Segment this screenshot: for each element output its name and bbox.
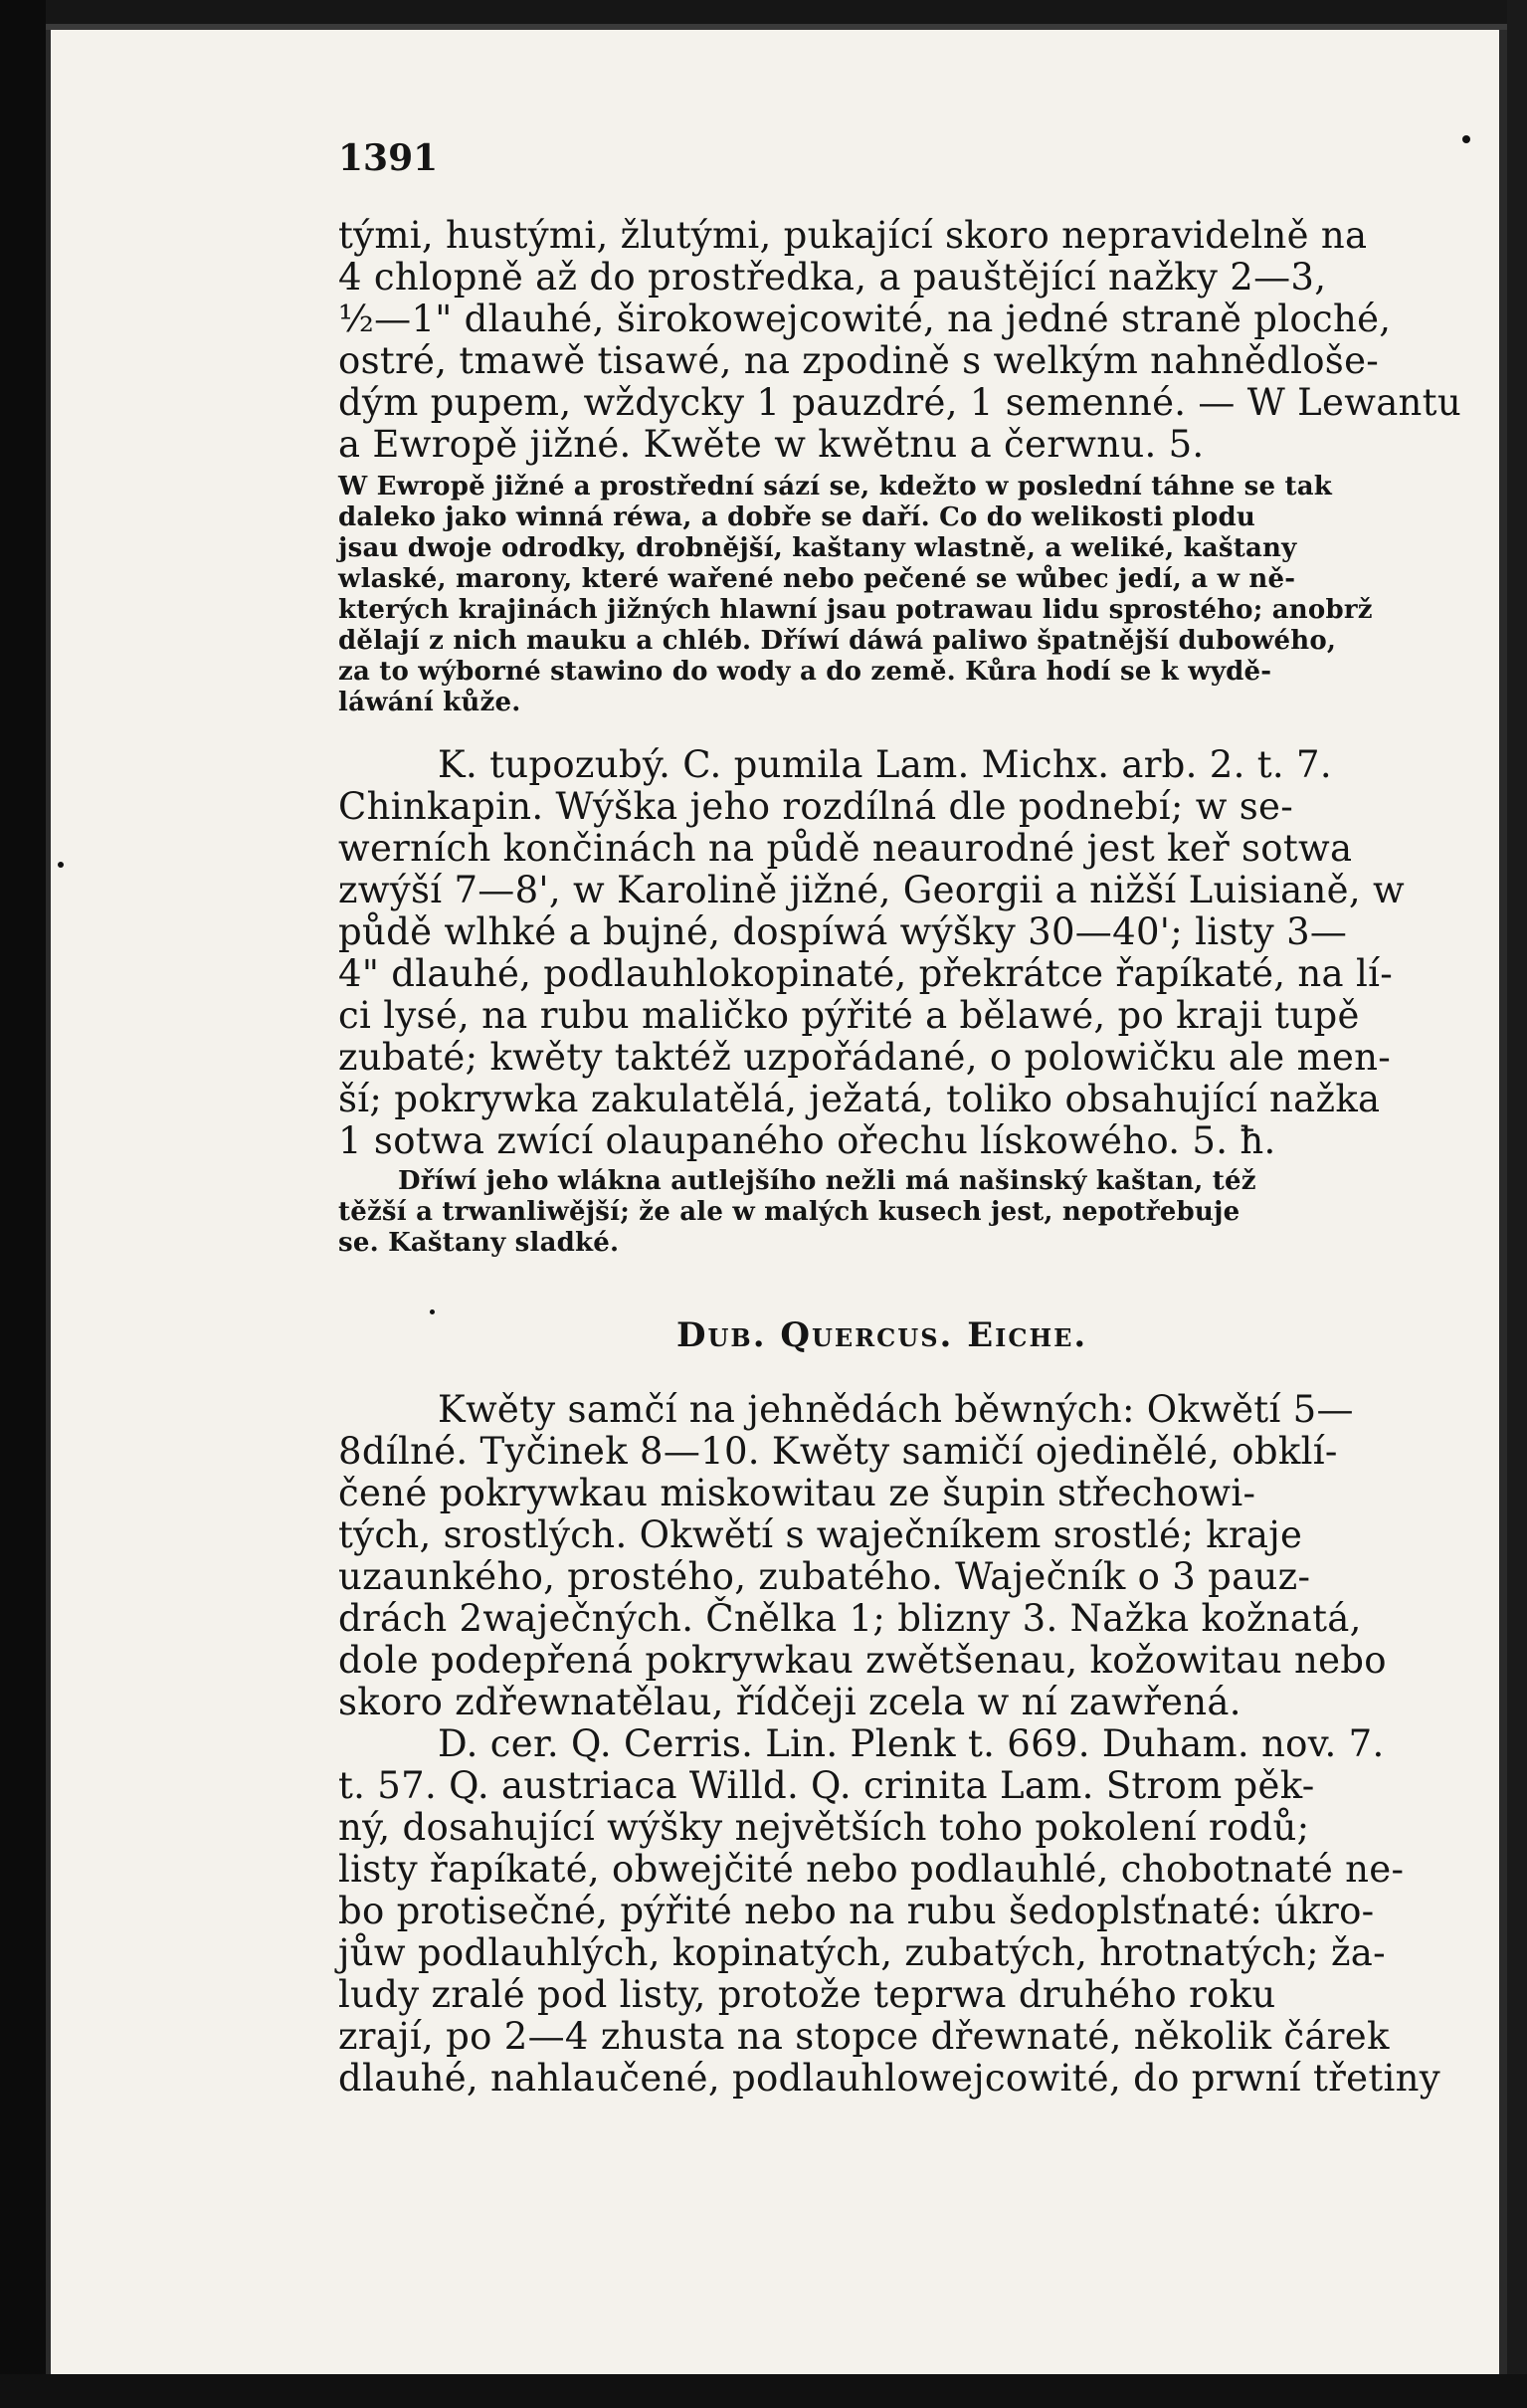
- note-line: se. Kaštany sladké.: [338, 1228, 620, 1258]
- text-line: dole podepřená pokrywkau zwětšenau, kožowitau nebo: [338, 1639, 1387, 1682]
- note-line: kterých krajinách jižných hlawní jsau potrawau lidu sprostého; anobrž: [338, 595, 1373, 625]
- scan-border-bottom: [0, 2374, 1527, 2408]
- text-line: 4" dlauhé, podlauhlokopinaté, překrátce řapíkaté, na lí-: [338, 952, 1394, 995]
- text-line: Chinkapin. Wýška jeho rozdílná dle podnebí; w se-: [338, 785, 1294, 828]
- text-line: 8dílné. Tyčinek 8—10. Kwěty samičí ojedinělé, obklí-: [338, 1430, 1338, 1473]
- ink-speck: [1462, 135, 1470, 143]
- text-line: ostré, tmawě tisawé, na zpodině s welkým nahnědlošе-: [338, 339, 1380, 382]
- note-line: dělají z nich mauku a chléb. Dříwí dáwá paliwo špatnější dubowého,: [338, 626, 1337, 656]
- note-line: daleko jako winná réwa, a dobře se daří. Co do welikosti plodu: [338, 502, 1256, 532]
- scan-border-top-shadow: [46, 24, 1527, 30]
- note-line: wlaské, marony, které wařené nebo pečené se wůbec jedí, a w ně-: [338, 564, 1296, 594]
- ink-speck: [58, 862, 64, 868]
- text-line: dým pupem, wždycky 1 pauzdré, 1 semenné. — W Lewantu: [338, 381, 1461, 424]
- note-line: W Ewropě jižné a prostřední sází se, kdežto w poslední táhne se tak: [338, 472, 1332, 502]
- note-line: láwání kůže.: [338, 688, 521, 717]
- text-line: tými, hustými, žlutými, pukající skoro nepravidelně na: [338, 214, 1368, 257]
- text-line: zrají, po 2—4 zhusta na stopce dřewnaté, několik čárek: [338, 2015, 1390, 2058]
- text-line: dlauhé, nahlaučené, podlauhlowejcowité, do prwní třetiny: [338, 2057, 1440, 2100]
- text-line: skoro zdřewnatělau, řídčeji zcela w ní zawřená.: [338, 1681, 1241, 1723]
- text-line: uzaunkého, prostého, zubatého. Waječník o 3 pauz-: [338, 1555, 1311, 1598]
- text-line: listy řapíkaté, obwejčité nebo podlauhlé, chobotnaté ne-: [338, 1848, 1405, 1891]
- text-line: ci lysé, na rubu maličko pýřité a bělawé, po kraji tupě: [338, 994, 1360, 1037]
- text-line: tých, srostlých. Okwětí s waječníkem srostlé; kraje: [338, 1513, 1303, 1556]
- section-heading: Dub. Quercus. Eiche.: [676, 1315, 1088, 1355]
- text-line: ludy zralé pod listy, protože teprwa druhého roku: [338, 1973, 1276, 2016]
- text-line: ½—1" dlauhé, širokowejcowité, na jedné straně ploché,: [338, 298, 1392, 340]
- scan-border-right: [1507, 0, 1527, 2408]
- text-line: Kwěty samčí na jehnědách běwných: Okwětí 5—: [438, 1388, 1354, 1431]
- text-line: drách 2waječných. Čnělka 1; blizny 3. Nažka kožnatá,: [338, 1597, 1362, 1640]
- note-line: Dříwí jeho wlákna autlejšího nežli má našinský kaštan, též: [398, 1166, 1256, 1196]
- notes-block-1: [338, 472, 1432, 718]
- page-number: 1391: [338, 137, 439, 179]
- note-line: těžší a trwanliwější; že ale w malých kusech jest, nepotřebuje: [338, 1197, 1241, 1227]
- notes-block-2: [338, 1166, 1432, 1259]
- page-edge-left: [46, 30, 51, 2374]
- note-line: jsau dwoje odrodky, drobnější, kaštany wlastně, a weliké, kaštany: [338, 533, 1297, 563]
- text-line: zwýší 7—8', w Karolině jižné, Georgii a nižší Luisianě, w: [338, 869, 1405, 911]
- text-line: t. 57. Q. austriaca Willd. Q. crinita Lam. Strom pěk-: [338, 1764, 1315, 1807]
- text-block-3: [338, 1388, 1440, 2100]
- text-line: werních končinách na půdě neaurodné jest keř sotwa: [338, 827, 1353, 870]
- text-line: bo protisečné, pýřité nebo na rubu šedoplsťnaté: úkro-: [338, 1890, 1375, 1932]
- text-line: ší; pokrywka zakulatělá, ježatá, toliko obsahující nažka: [338, 1078, 1381, 1120]
- text-line: čené pokrywkau miskowitau ze šupin střechowi-: [338, 1472, 1256, 1514]
- scan-border-top: [0, 0, 1527, 24]
- text-line: K. tupozubý. C. pumila Lam. Michx. arb. 2. t. 7.: [438, 743, 1332, 786]
- text-line: 1 sotwa zwící olaupaného ořechu lískowého. 5. ħ.: [338, 1119, 1276, 1162]
- text-line: 4 chlopně až do prostředka, a pauštějící nažky 2—3,: [338, 256, 1327, 299]
- text-line: D. cer. Q. Cerris. Lin. Plenk t. 669. Duham. nov. 7.: [438, 1722, 1385, 1765]
- page-edge-right: [1499, 30, 1507, 2374]
- text-line: půdě wlhké a bujné, dospíwá wýšky 30—40'; listy 3—: [338, 910, 1348, 953]
- text-line: a Ewropě jižné. Kwěte w kwětnu a čerwnu. 5.: [338, 423, 1205, 466]
- text-block-1: [338, 214, 1461, 466]
- ink-speck: [430, 1309, 435, 1314]
- text-line: ný, dosahující wýšky největších toho pokolení rodů;: [338, 1806, 1310, 1849]
- scan-border-left: [0, 0, 46, 2408]
- text-line: jůw podlauhlých, kopinatých, zubatých, hrotnatých; ža-: [338, 1931, 1386, 1974]
- text-line: zubaté; kwěty taktéž uzpořádané, o polowičku ale men-: [338, 1036, 1392, 1079]
- note-line: za to wýborné stawino do wody a do země. Kůra hodí se k wydě-: [338, 657, 1272, 687]
- text-block-2: [338, 744, 1432, 1162]
